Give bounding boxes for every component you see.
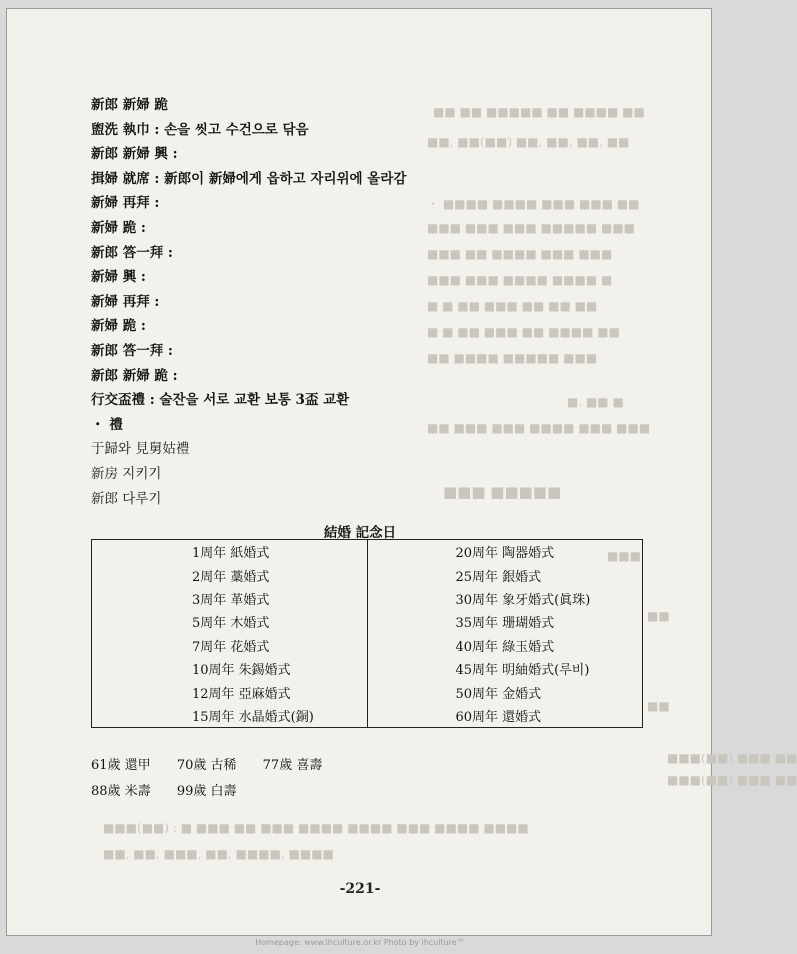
- step-line: 新郎 新婦 跪: [91, 97, 168, 113]
- table-row: [92, 634, 643, 657]
- step-line: 新婦 再拜 :: [91, 293, 160, 310]
- table-row: [92, 657, 643, 680]
- step-line: 新婦 興 :: [91, 269, 146, 286]
- page-number: -221-: [339, 881, 381, 897]
- ceremony-steps: [91, 93, 421, 511]
- anniversary-cell: 5周年 木婚式: [92, 610, 368, 633]
- anniversary-cell: 20周年 陶器婚式: [455, 546, 555, 562]
- anniversary-cell: 60周年 還婚式: [455, 709, 542, 725]
- age-row: [91, 753, 344, 779]
- custom-line: 于歸와 見舅姑禮: [91, 441, 190, 458]
- age-item: 77歲 喜壽: [262, 758, 323, 773]
- anniversary-cell: 10周年 朱錫婚式: [92, 657, 368, 680]
- anniversary-cell: 12周年 亞麻婚式: [92, 680, 368, 703]
- anniversary-table: [91, 539, 643, 728]
- table-row: [92, 610, 643, 633]
- anniversary-cell: 25周年 銀婚式: [455, 569, 542, 585]
- anniversary-cell: 30周年 象牙婚式(眞珠): [455, 592, 591, 608]
- anniversary-cell: 7周年 花婚式: [92, 634, 368, 657]
- custom-line: 新房 지키기: [91, 465, 162, 482]
- anniversary-cell: 35周年 珊瑚婚式: [455, 616, 555, 632]
- age-item: 88歲 米壽: [91, 784, 151, 799]
- step-line: 新婦 跪 :: [91, 219, 146, 236]
- custom-line: 新郎 다루기: [91, 490, 162, 507]
- step-line: 新郎 答一拜 :: [91, 342, 173, 359]
- step-line: 新郎 新婦 興 :: [91, 146, 178, 163]
- step-line: 新婦 跪 :: [91, 318, 146, 335]
- age-item: 70歲 古稀: [176, 758, 237, 773]
- table-row: [92, 704, 643, 728]
- table-row: [92, 680, 643, 703]
- age-milestones: [91, 753, 344, 805]
- document-page: ■■ ■■ ■■■■■ ■■ ■■■■ ■■ ■■, ■■(■■) ■■, ■■, ■■, ■■ ・ ■■■■ ■■■■ ■■■ ■■■ ■■ ■■■ ■■■ ■■■ ■■■■■ ■■■ ■■■ ■■ ■■■■ ■■■ ■■■ ■■■ ■■■ ■■■■ ■■■■ ■ ■ ■ ■■ ■■■ ■■ ■■ ■■ ■ ■ ■■ ■■■ ■■ ■■■■ ■■ ■■ ■■■■ ■■■■■ ■■■ ■. ■■ ■ ■■ ■■■ ■■■ ■■■■ ■■■ ■■■ ■■■ ■■■■■ ■■■ ■■ ■■ ■■■(■■) ■■■ ■■ ■■■(■■) ■■■ ■■ ■■■(■■) : ■ ■■■ ■■ ■■■ ■■■■ ■■■■ ■■■ ■■■■ ■■■■ ■■, ■■, ■■■, ■■, ■■■■, ■■■■ 新郎 新婦 跪 盥洗 執巾 : 손을 씻고 수건으로 닦음 新郎 新婦 興 : 揖婦 就席 : 新郎이 新婦에게 읍하고 자리위에 올라감 新婦 再拜 : 新婦 跪 : 新郎 答一拜 : 新婦 興 : 新婦 再拜 : 新婦 跪 : 新郎 答一拜 : 新郎 新婦 跪 : 行交盃禮 : 술잔을 서로 교환 보통 3盃 교환 ・ 禮 于歸와 見舅姑禮 新房 지키기 新郎 다루기 結婚 記念日 1周年 紙婚式 20周年 陶器婚式 2周年 藁婚式 25周年 銀婚式 3周年 革婚式 30周年 象牙婚式(眞珠) 5周年 木婚式 35周年 珊瑚婚式 7周年 花婚式 40周年 綠玉婚式 10周年 朱錫婚式 45周年 明紬婚式(루비) 12周年 亞麻婚式 50周年 金婚式 15周年 水晶婚式(銅) 60周年 還婚式 61歲 還甲 70歲 古稀 77歲 喜壽 88歲 米壽 99歲 白壽 -221-: [6, 8, 712, 936]
- step-line: ・ 禮: [91, 416, 123, 433]
- table-row: [92, 540, 643, 564]
- anniversary-cell: 1周年 紙婚式: [92, 540, 368, 564]
- age-row: [91, 779, 344, 805]
- table-row: [92, 587, 643, 610]
- anniversary-cell: 45周年 明紬婚式(루비): [455, 663, 590, 679]
- table-row: [92, 563, 643, 586]
- step-line: 盥洗 執巾 : 손을 씻고 수건으로 닦음: [91, 121, 309, 138]
- step-line: 新婦 再拜 :: [91, 195, 160, 212]
- age-item: 61歲 還甲: [91, 758, 151, 773]
- anniversary-cell: 3周年 革婚式: [92, 587, 368, 610]
- anniversary-cell: 2周年 藁婚式: [92, 563, 368, 586]
- age-item: 99歲 白壽: [176, 784, 237, 799]
- anniversary-cell: 50周年 金婚式: [455, 686, 542, 702]
- anniversary-cell: 40周年 綠玉婚式: [455, 639, 555, 655]
- step-line: 新郎 新婦 跪 :: [91, 367, 178, 384]
- step-line: 揖婦 就席 : 新郎이 新婦에게 읍하고 자리위에 올라감: [91, 170, 407, 187]
- table-caption: 結婚 記念日: [323, 525, 397, 541]
- step-line: 行交盃禮 : 술잔을 서로 교환 보통 3盃 교환: [91, 392, 350, 409]
- anniversary-cell: 15周年 水晶婚式(銅): [92, 704, 368, 728]
- step-line: 新郎 答一拜 :: [91, 244, 173, 261]
- photo-credit: Homepage: www.ihculture.or.kr Photo by ihculture™: [255, 938, 465, 947]
